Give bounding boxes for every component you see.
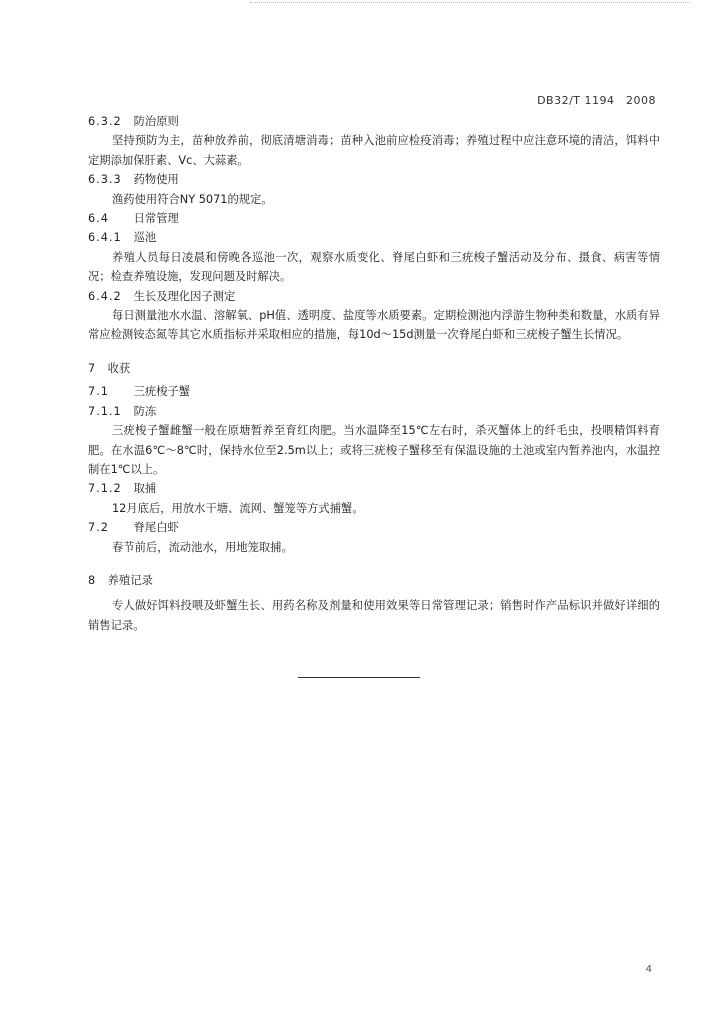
document-body: [88, 112, 660, 635]
standard-code: DB32/T 1194 2008: [537, 94, 656, 107]
chapter-heading: [88, 571, 660, 590]
chapter-title: 养殖记录: [107, 573, 153, 587]
paragraph: 渔药使用符合NY 5071的规定。: [112, 192, 273, 206]
section-heading: [88, 112, 660, 131]
section-number: 7.1.2: [88, 482, 122, 496]
section-heading: [88, 228, 660, 247]
paragraph: 养殖人员每日凌晨和傍晚各巡池一次，观察水质变化、脊尾白虾和三疣梭子蟹活动及分布、摄食、病害等情况；检查养殖设施，发现问题及时解决。: [88, 250, 660, 284]
section-title: 防冻: [133, 404, 157, 418]
section-title: 取捕: [133, 482, 157, 496]
paragraph: 坚持预防为主，苗种放养前，彻底清塘消毒；苗种入池前应检疫消毒；养殖过程中应注意环境的清洁，饵料中定期添加保肝素、Vc、大蒜素。: [88, 134, 660, 167]
section-heading: [88, 170, 660, 189]
section-title: 防治原则: [133, 115, 179, 128]
paragraph: 专人做好饵料投喂及虾蟹生长、用药名称及剂量和使用效果等日常管理记录；销售时作产品标识并做好详细的销售记录。: [88, 599, 660, 632]
chapter-number: 8: [88, 573, 97, 587]
section-title: 巡池: [133, 231, 157, 245]
chapter-title: 收获: [107, 361, 131, 375]
scan-artifact: [250, 2, 690, 9]
paragraph: 12月底后，用放水干塘、流网、蟹笼等方式捕蟹。: [112, 501, 364, 515]
paragraph: 每日测量池水水温、溶解氧、pH值、透明度、盐度等水质要素。定期检测池内浮游生物种类和数量，水质有异常应检测铵态氮等其它水质指标并采取相应的措施，每10d～15d测量一次脊尾白虾和三疣梭子蟹生长情况。: [88, 309, 660, 342]
section-number: 7.2: [88, 521, 109, 535]
section-heading: [88, 402, 660, 421]
section-title: 日常管理: [133, 212, 179, 226]
section-number: 6.3.2: [88, 115, 122, 128]
paragraph: 春节前后，流动池水，用地笼取捕。: [112, 540, 293, 554]
section-heading: [88, 518, 660, 537]
paragraph: 三疣梭子蟹雌蟹一般在原塘暂养至育红肉肥。当水温降至15℃左右时，杀灭蟹体上的纤毛虫，投喂精饵料育肥。在水温6℃～8℃时，保持水位至2.5m以上；或将三疣梭子蟹移至有保温设施的土池或室内暂养池内，水温控制在1℃以上。: [88, 424, 660, 476]
section-title: 脊尾白虾: [133, 521, 179, 535]
section-number: 6.4.1: [88, 231, 122, 245]
section-heading: [88, 209, 660, 228]
section-heading: [88, 287, 660, 306]
section-heading: [88, 382, 660, 401]
section-title: 三疣梭子蟹: [133, 385, 191, 399]
page-number: 4: [645, 964, 652, 975]
section-heading: [88, 479, 660, 498]
chapter-heading: [88, 359, 660, 378]
chapter-number: 7: [88, 361, 97, 375]
section-number: 6.3.3: [88, 173, 122, 187]
section-number: 7.1: [88, 385, 109, 399]
section-number: 6.4: [88, 212, 109, 226]
section-number: 7.1.1: [88, 404, 122, 418]
section-title: 药物使用: [133, 173, 179, 187]
section-title: 生长及理化因子测定: [133, 289, 236, 303]
section-number: 6.4.2: [88, 289, 122, 303]
end-of-document-rule: [298, 677, 420, 678]
